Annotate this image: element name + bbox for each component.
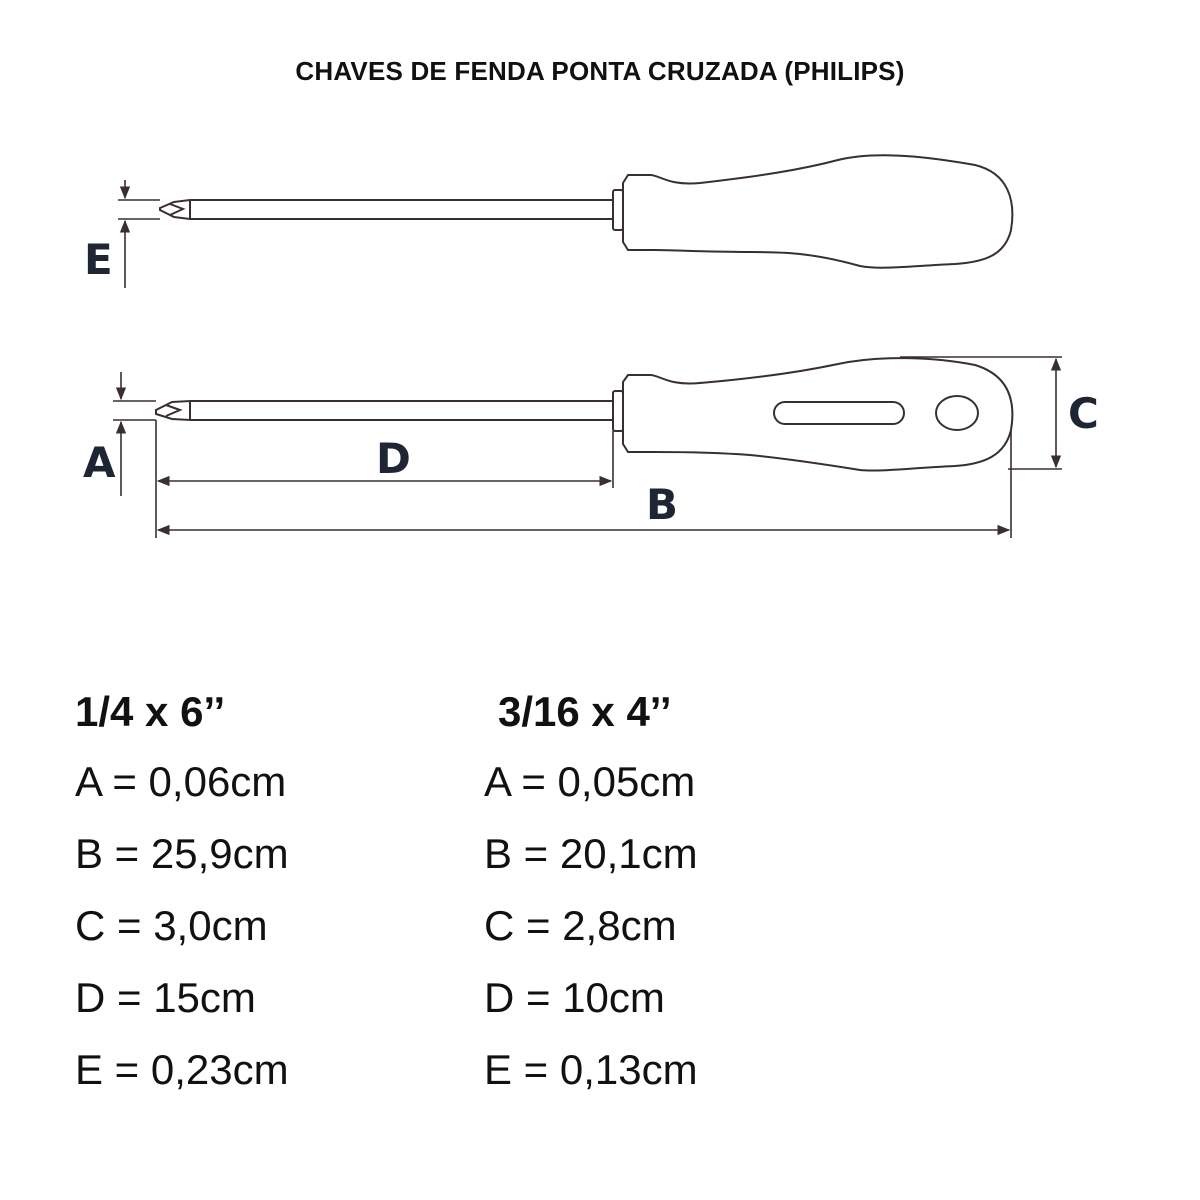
- dimension-c: [900, 357, 1062, 469]
- spec-row-a: A = 0,05cm: [484, 758, 696, 805]
- label-b: B: [646, 480, 679, 529]
- dimension-a: [113, 372, 156, 496]
- spec-column-1-4x6: [75, 686, 289, 1106]
- spec-row-d: D = 10cm: [484, 974, 665, 1021]
- ferrule-top: [613, 190, 623, 230]
- page-title: CHAVES DE FENDA PONTA CRUZADA (PHILIPS): [295, 56, 905, 86]
- spec-row-e: E = 0,23cm: [75, 1046, 289, 1093]
- screwdriver-top-view: [156, 358, 1012, 470]
- label-c: C: [1068, 389, 1099, 438]
- handle-top: [623, 155, 1012, 267]
- phillips-tip-top: [160, 200, 190, 219]
- phillips-tip-bottom: [156, 401, 190, 420]
- spec-row-d: D = 15cm: [75, 974, 256, 1021]
- spec-size-heading: 3/16 x 4’’: [498, 688, 672, 735]
- spec-row-c: C = 2,8cm: [484, 902, 677, 949]
- spec-row-e: E = 0,13cm: [484, 1046, 698, 1093]
- spec-row-c: C = 3,0cm: [75, 902, 268, 949]
- hanging-hole: [936, 396, 978, 430]
- dimension-b: [158, 430, 1011, 538]
- screwdriver-side-view: [160, 155, 1012, 267]
- spec-row-b: B = 20,1cm: [484, 830, 698, 877]
- handle-bottom: [623, 358, 1012, 470]
- spec-column-3-16x4: [484, 686, 698, 1106]
- label-e: E: [84, 235, 113, 284]
- spec-row-a: A = 0,06cm: [75, 758, 287, 805]
- label-d: D: [376, 434, 411, 483]
- label-a: A: [83, 438, 116, 487]
- ferrule-bottom: [613, 391, 623, 431]
- spec-row-b: B = 25,9cm: [75, 830, 289, 877]
- dimension-e: [118, 180, 160, 288]
- handle-slot: [774, 402, 904, 424]
- spec-size-heading: 1/4 x 6’’: [75, 688, 226, 735]
